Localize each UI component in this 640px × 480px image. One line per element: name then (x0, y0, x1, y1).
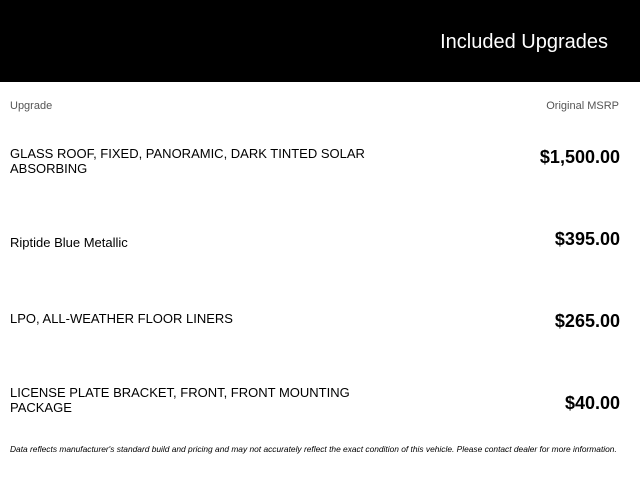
upgrade-price: $1,500.00 (539, 147, 620, 167)
upgrade-name: LICENSE PLATE BRACKET, FRONT, FRONT MOUNTING PACKAGE (10, 385, 350, 415)
upgrade-name: GLASS ROOF, FIXED, PANORAMIC, DARK TINTED SOLAR ABSORBING (10, 146, 365, 176)
column-header-msrp: Original MSRP (546, 100, 619, 112)
upgrade-name: Riptide Blue Metallic (10, 235, 128, 250)
upgrade-name: LPO, ALL-WEATHER FLOOR LINERS (10, 311, 233, 326)
header-bar (0, 0, 640, 82)
upgrade-price: $395.00 (554, 229, 620, 249)
page-title: Included Upgrades (440, 31, 608, 53)
upgrade-price: $40.00 (564, 393, 620, 413)
column-header-upgrade: Upgrade (10, 100, 53, 112)
disclaimer-text: Data reflects manufacturer's standard build and pricing and may not accurately reflect the exact condition of this vehicle. Please contact dealer for more information. (10, 444, 617, 454)
upgrade-price: $265.00 (554, 311, 620, 331)
